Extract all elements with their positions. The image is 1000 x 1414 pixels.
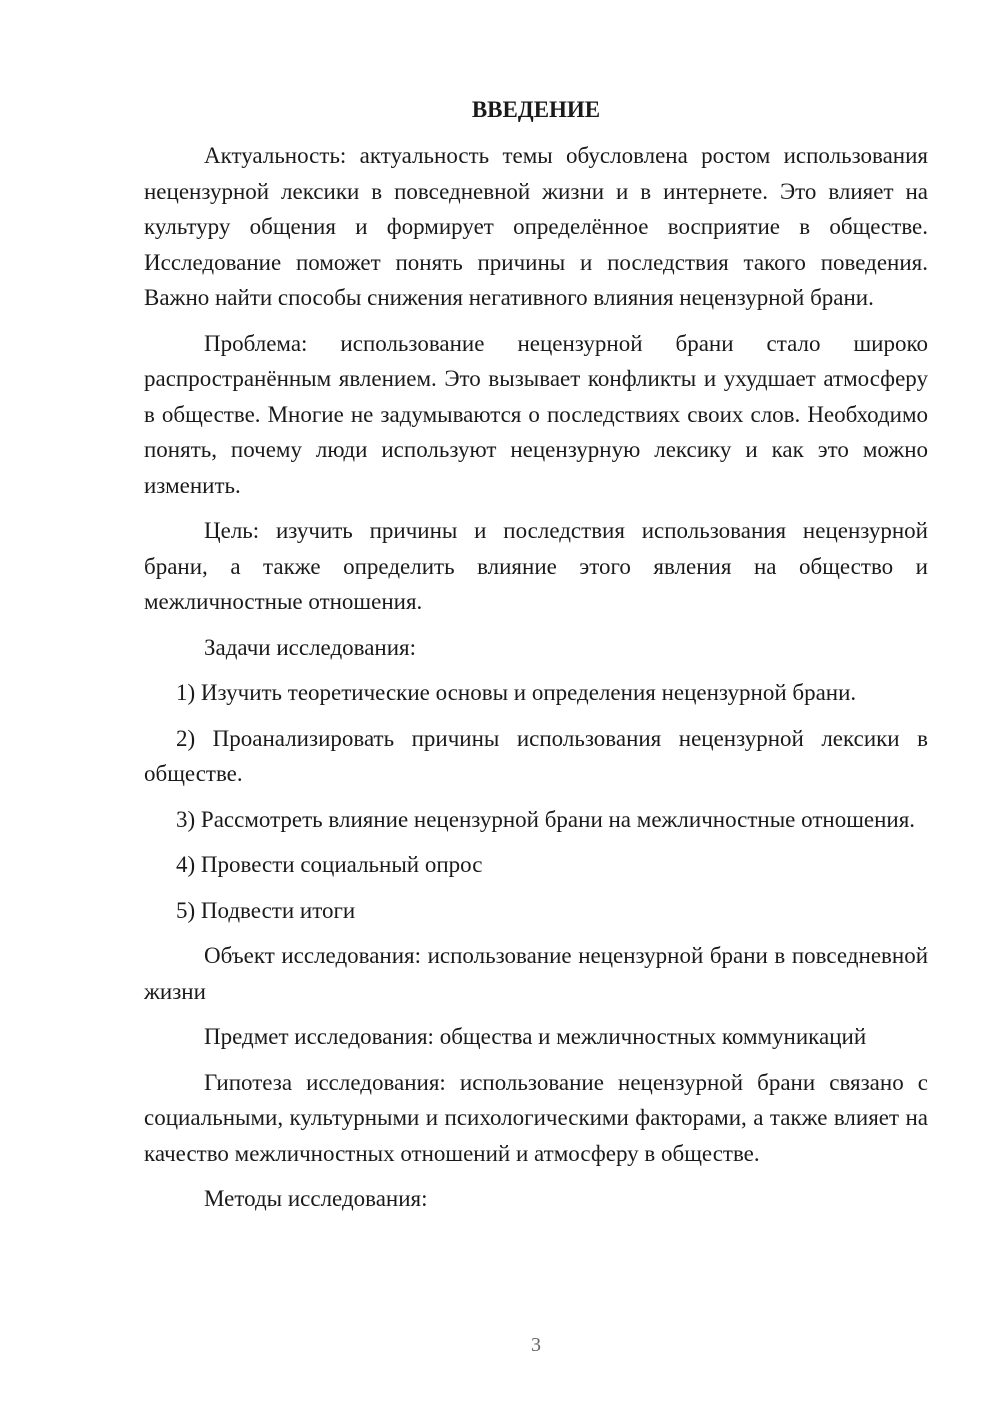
paragraph-methods: Методы исследования:	[204, 1186, 428, 1211]
paragraph-relevance: Актуальность: актуальность темы обусловлена ростом использования нецензурной лексики в повседневной жизни и в интернете. Это влияет на культуру общения и формирует определённое восприятие в обществе. Исследование поможет понять причины и последствия такого поведения. Важно найти способы снижения негативного влияния нецензурной брани.	[144, 143, 928, 310]
paragraph-object: Объект исследования: использование нецензурной брани в повседневной жизни	[144, 943, 928, 1004]
page-title: ВВЕДЕНИЕ	[471, 97, 601, 122]
paragraph-subject: Предмет исследования: общества и межличностных коммуникаций	[204, 1024, 867, 1049]
list-item-task-5: 5) Подвести итоги	[176, 897, 356, 923]
paragraph-problem: Проблема: использование нецензурной брани стало широко распространённым явлением. Это вызывает конфликты и ухудшает атмосферу в обществе. Многие не задумываются о последствиях своих слов. Необходимо понять, почему люди используют нецензурную лексику и как это можно изменить.	[144, 330, 928, 498]
paragraph-hypothesis: Гипотеза исследования: использование нецензурной брани связано с социальными, культурными и психологическими факторами, а также влияет на качество межличностных отношений и атмосферу в обществе.	[144, 1069, 928, 1166]
paragraph-tasks-heading: Задачи исследования:	[204, 634, 417, 660]
page-content	[144, 92, 928, 1227]
list-item-task-3: 3) Рассмотреть влияние нецензурной брани на межличностные отношения.	[176, 806, 916, 832]
paragraph-goal: Цель: изучить причины и последствия использования нецензурной брани, а также определить влияние этого явления на общество и межличностные отношения.	[144, 518, 928, 614]
list-item-task-4: 4) Провести социальный опрос	[176, 852, 483, 877]
page-number: 3	[531, 1334, 541, 1356]
list-item-task-1: 1) Изучить теоретические основы и определения нецензурной брани.	[176, 680, 857, 705]
list-item-task-2: 2) Проанализировать причины использования нецензурной лексики в обществе.	[144, 725, 928, 786]
